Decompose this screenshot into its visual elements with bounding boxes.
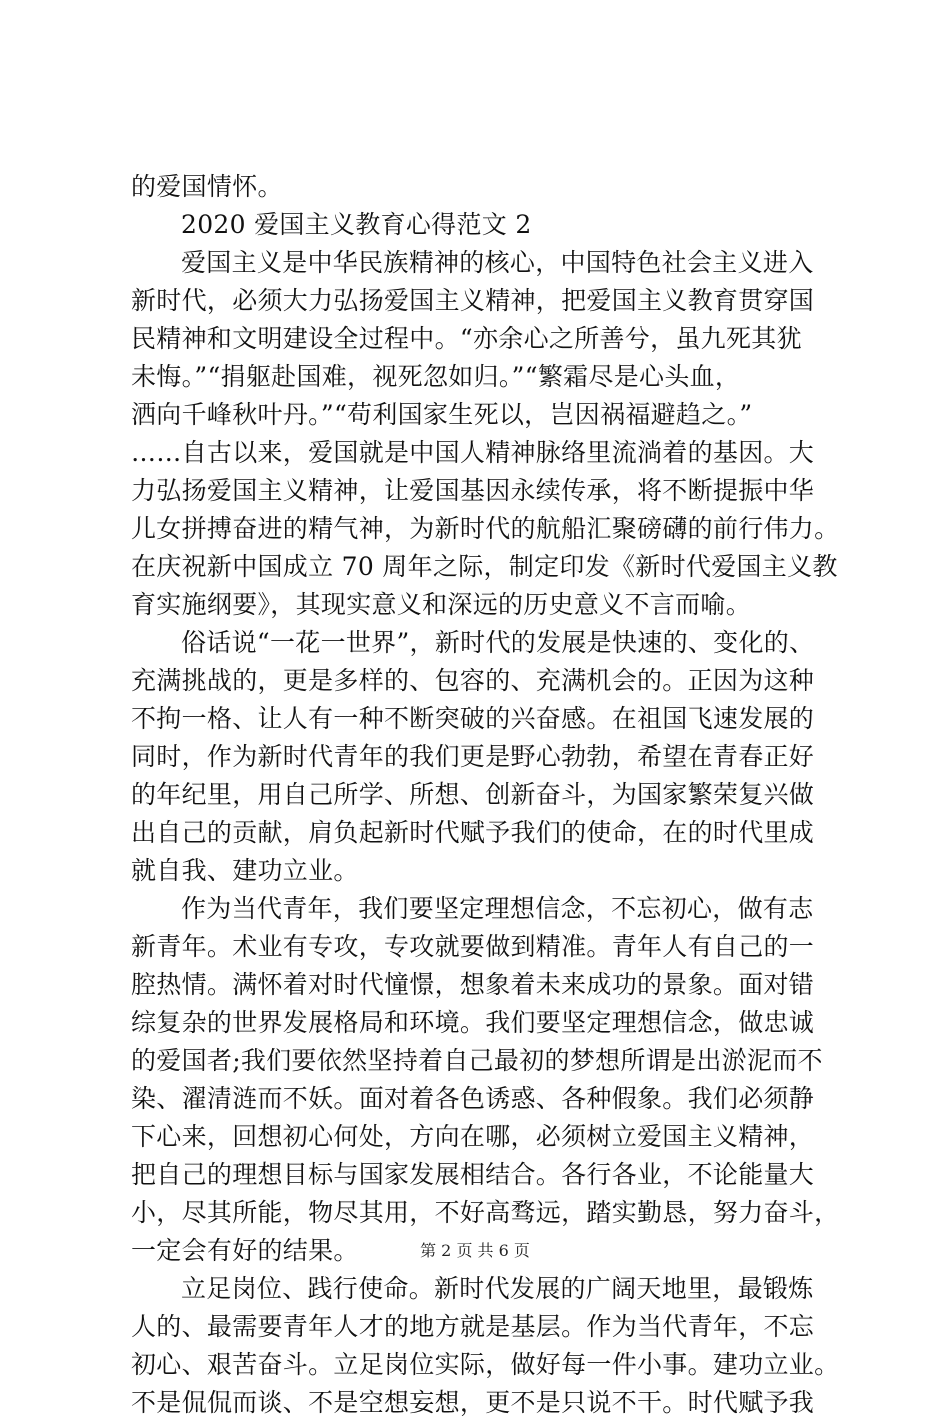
- text-line: 下心来，回想初心何处，方向在哪，必须树立爱国主义精神，: [131, 1122, 815, 1151]
- document-body: [131, 168, 840, 1422]
- text-line: 出自己的贡献，肩负起新时代赋予我们的使命，在的时代里成: [131, 818, 815, 847]
- text-line: 育实施纲要》，其现实意义和深远的历史意义不言而喻。: [131, 590, 752, 619]
- text-line: 腔热情。满怀着对时代憧憬，想象着未来成功的景象。面对错: [131, 970, 815, 999]
- page-footer: [0, 1241, 950, 1261]
- text-line: 未悔。”“捐躯赴国难，视死忽如归。”“繁霜尽是心头血，: [131, 362, 741, 391]
- paragraph-start-line: 作为当代青年，我们要坚定理想信念，不忘初心，做有志: [181, 894, 814, 923]
- text-line: 初心、艰苦奋斗。立足岗位实际，做好每一件小事。建功立业。: [131, 1350, 840, 1379]
- text-line: 一定会有好的结果。: [131, 1236, 359, 1265]
- text-line: 小，尽其所能，物尽其用，不好高骛远，踏实勤恳，努力奋斗，: [131, 1198, 840, 1227]
- text-line: 充满挑战的，更是多样的、包容的、充满机会的。正因为这种: [131, 666, 815, 695]
- text-line: 的年纪里，用自己所学、所想、创新奋斗，为国家繁荣复兴做: [131, 780, 815, 809]
- text-line: 不拘一格、让人有一种不断突破的兴奋感。在祖国飞速发展的: [131, 704, 815, 733]
- section-heading: 2020 爱国主义教育心得范文 2: [181, 210, 532, 239]
- text-line: ……自古以来，爱国就是中国人精神脉络里流淌着的基因。大: [131, 438, 815, 467]
- text-line: 染、濯清涟而不妖。面对着各色诱惑、各种假象。我们必须静: [131, 1084, 815, 1113]
- text-line: 新青年。术业有专攻，专攻就要做到精准。青年人有自己的一: [131, 932, 815, 961]
- text-line: 洒向千峰秋叶丹。”“苟利国家生死以，岂因祸福避趋之。”: [131, 400, 753, 429]
- text-line: 就自我、建功立业。: [131, 856, 359, 885]
- text-line: 把自己的理想目标与国家发展相结合。各行各业，不论能量大: [131, 1160, 815, 1189]
- text-line: 的爱国情怀。: [131, 172, 283, 201]
- text-line: 新时代，必须大力弘扬爱国主义精神，把爱国主义教育贯穿国: [131, 286, 815, 315]
- text-line: 的爱国者;我们要依然坚持着自己最初的梦想所谓是出淤泥而不: [131, 1046, 823, 1075]
- paragraph-start-line: 立足岗位、践行使命。新时代发展的广阔天地里，最锻炼: [181, 1274, 814, 1303]
- text-line: 民精神和文明建设全过程中。“亦余心之所善兮，虽九死其犹: [131, 324, 802, 353]
- paragraph-start-line: 爱国主义是中华民族精神的核心，中国特色社会主义进入: [181, 248, 814, 277]
- text-line: 综复杂的世界发展格局和环境。我们要坚定理想信念，做忠诚: [131, 1008, 815, 1037]
- paragraph-start-line: 俗话说“一花一世界”，新时代的发展是快速的、变化的、: [181, 628, 815, 657]
- text-line: 儿女拼搏奋进的精气神，为新时代的航船汇聚磅礴的前行伟力。: [131, 514, 840, 543]
- text-line: 在庆祝新中国成立 70 周年之际，制定印发《新时代爱国主义教: [131, 552, 838, 581]
- text-line: 力弘扬爱国主义精神，让爱国基因永续传承，将不断提振中华: [131, 476, 815, 505]
- text-line: 不是侃侃而谈、不是空想妄想，更不是只说不干。时代赋予我: [131, 1388, 815, 1417]
- text-line: 人的、最需要青年人才的地方就是基层。作为当代青年，不忘: [131, 1312, 815, 1341]
- text-line: 同时，作为新时代青年的我们更是野心勃勃，希望在青春正好: [131, 742, 815, 771]
- page-number: 第 2 页 共 6 页: [420, 1241, 530, 1260]
